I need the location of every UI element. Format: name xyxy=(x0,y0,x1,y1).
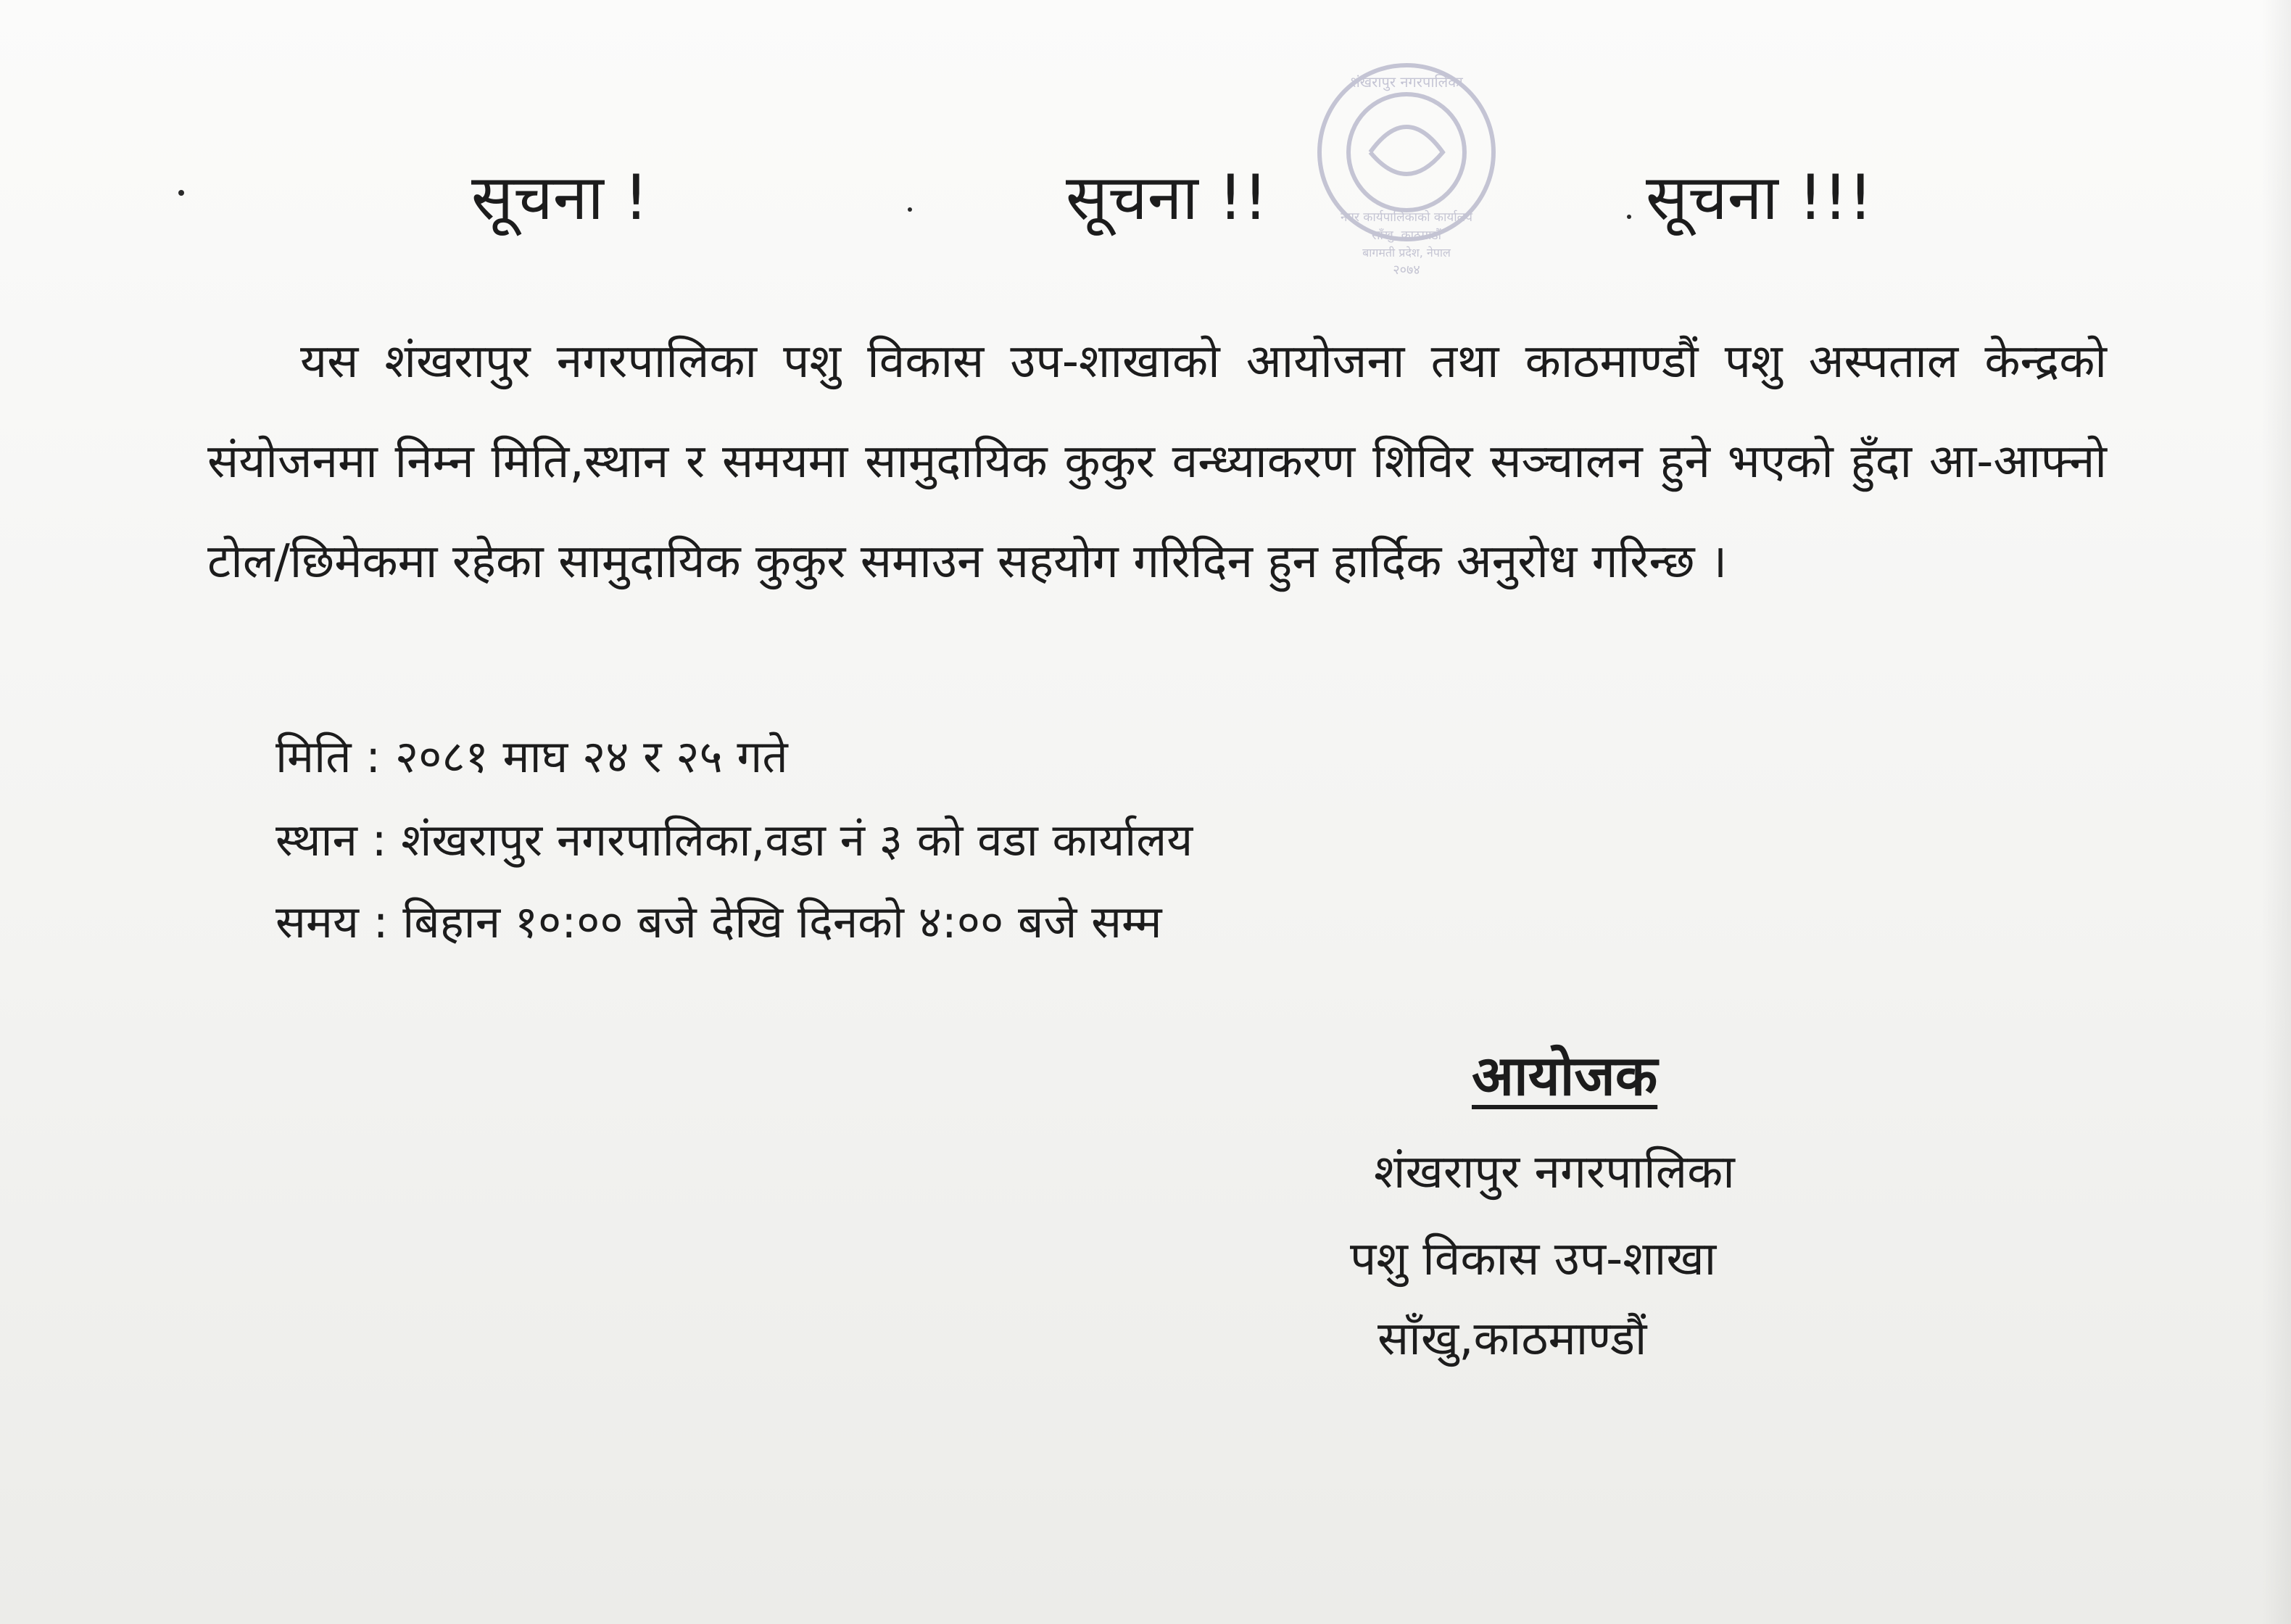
notice-heading-3: सूचना !!! xyxy=(1646,162,1873,234)
seal-text-top: शंखरापुर नगरपालिका xyxy=(1350,73,1463,91)
speck xyxy=(178,190,184,196)
notice-heading-1: सूचना ! xyxy=(471,162,649,234)
event-time: समय : बिहान १०:०० बजे देखि दिनको ४:०० बजे सम्म xyxy=(276,895,1162,948)
organizer-line-2: पशु विकास उप-शाखा xyxy=(1350,1232,1717,1286)
organizer-line-1: शंखरापुर नगरपालिका xyxy=(1374,1146,1735,1199)
speck xyxy=(908,207,912,212)
municipality-seal-stamp xyxy=(1287,44,1526,283)
seal-text-bot: साँखु, काठमाडौं xyxy=(1371,228,1442,243)
organizer-title: आयोजक xyxy=(1472,1043,1658,1108)
organizer-line-3: साँखु,काठमाण्डौं xyxy=(1378,1312,1647,1366)
seal-year: २०७४ xyxy=(1393,262,1420,278)
seal-text-mid: नगर कार्यपालिकाको कार्यालय xyxy=(1340,210,1473,225)
event-date: मिति : २०८१ माघ २४ र २५ गते xyxy=(276,730,788,783)
paper-edge-shadow xyxy=(2262,0,2291,1624)
event-place: स्थान : शंखरापुर नगरपालिका,वडा नं ३ को वडा कार्यालय xyxy=(276,813,1193,866)
seal-emblem xyxy=(1370,127,1443,174)
notice-heading-2: सूचना !! xyxy=(1066,162,1269,234)
speck xyxy=(1627,215,1631,219)
notice-body: यस शंखरापुर नगरपालिका पशु विकास उप-शाखाको आयोजना तथा काठमाण्डौं पशु अस्पताल केन्द्रको संयोजनमा निम्न मिति,स्थान र समयमा सामुदायिक कुकुर वन्ध्याकरण शिविर सञ्चालन हुने भएको हुँदा आ-आफ्नो टोल/छिमेकमा रहेका सामुदायिक कुकुर समाउन सहयोग गरिदिन हुन हार्दिक अनुरोध गरिन्छ । xyxy=(207,335,2107,589)
seal-inner-ring xyxy=(1348,94,1464,210)
seal-text-province: बागमती प्रदेश, नेपाल xyxy=(1362,246,1451,260)
